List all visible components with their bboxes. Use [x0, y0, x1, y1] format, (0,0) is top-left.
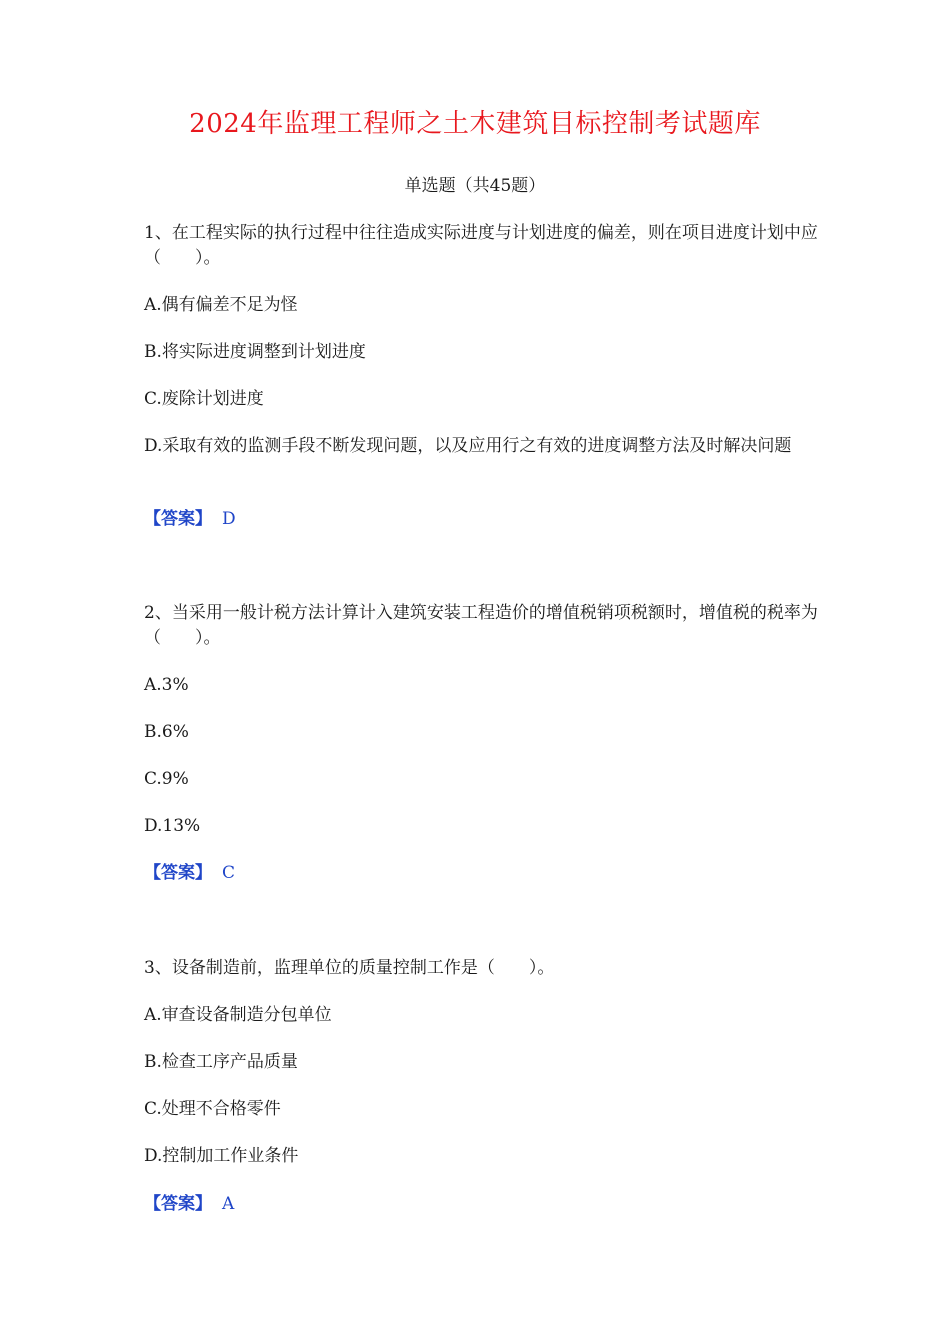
- question-3-option-a: A.审查设备制造分包单位: [144, 1005, 332, 1025]
- question-3-option-b: B.检查工序产品质量: [144, 1052, 298, 1072]
- question-2-option-a: A.3%: [144, 675, 189, 695]
- question-3-option-d: D.控制加工作业条件: [144, 1146, 299, 1166]
- question-1-answer: [144, 507, 236, 532]
- question-2-option-b: B.6%: [144, 722, 189, 742]
- answer-tag: 【答案】: [144, 509, 212, 529]
- question-3-answer: [144, 1192, 234, 1217]
- question-1-option-a: A.偶有偏差不足为怪: [144, 295, 298, 315]
- question-1-option-d: D.采取有效的监测手段不断发现问题，以及应用行之有效的进度调整方法及时解决问题: [144, 436, 792, 456]
- question-2-stem: 2、当采用一般计税方法计算计入建筑安装工程造价的增值税销项税额时，增值税的税率为（ ）。: [144, 603, 818, 648]
- question-2-answer: [144, 861, 235, 886]
- question-2-option-c: C.9%: [144, 769, 189, 789]
- section-heading: 单选题（共45题）: [404, 176, 546, 196]
- question-1-option-b: B.将实际进度调整到计划进度: [144, 342, 366, 362]
- question-3-stem: 3、设备制造前，监理单位的质量控制工作是（ ）。: [144, 958, 555, 978]
- question-3-option-c: C.处理不合格零件: [144, 1099, 281, 1119]
- document-title: 2024年监理工程师之土木建筑目标控制考试题库: [189, 109, 761, 139]
- answer-tag: 【答案】: [144, 1194, 212, 1214]
- question-2-option-d: D.13%: [144, 816, 201, 836]
- answer-value: D: [222, 509, 236, 529]
- answer-tag: 【答案】: [144, 863, 212, 883]
- answer-value: A: [222, 1194, 235, 1214]
- question-1-option-c: C.废除计划进度: [144, 389, 264, 409]
- answer-value: C: [222, 863, 236, 883]
- question-1-stem: 1、在工程实际的执行过程中往往造成实际进度与计划进度的偏差，则在项目进度计划中应（ ）。: [144, 223, 818, 268]
